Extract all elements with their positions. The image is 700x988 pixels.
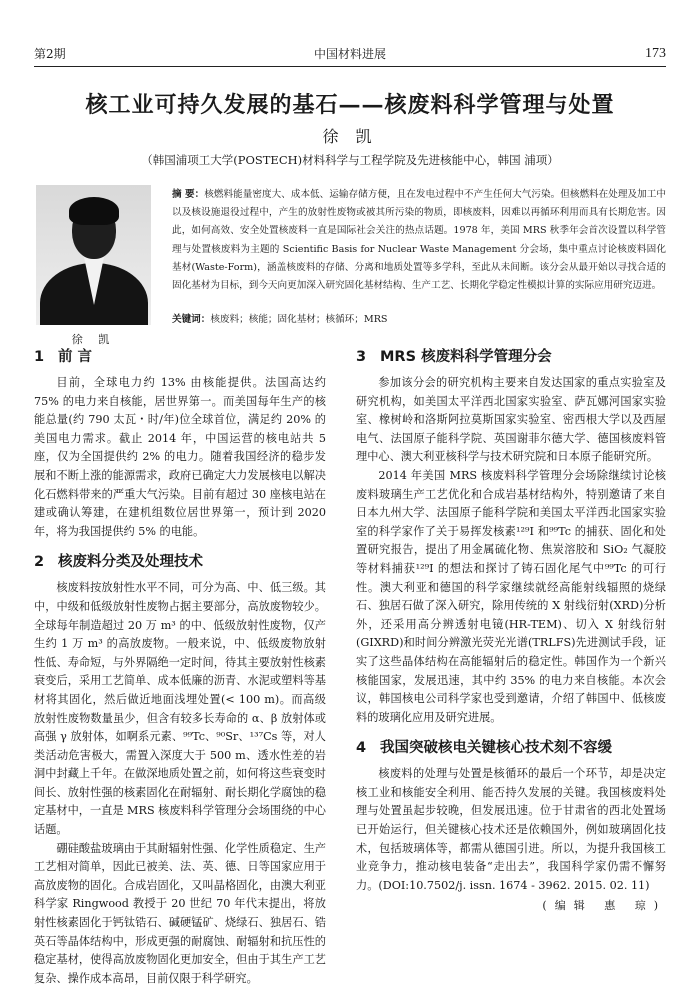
keywords-label: 关键词：	[172, 314, 211, 325]
section-number: 1	[34, 349, 45, 365]
abstract-text: 核燃料能量密度大、成本低、运输存储方便，且在发电过程中不产生任何大气污染。但核燃料在处理及加工中以及核设施退役过程中，产生的放射性废物或被其所污染的物质，即核废料，因难以再循环利用而具有长期危害。因此，如何高效、安全处置核废料一直是国际社会关注的热点话题。1978 年，美国 MRS 秋季年会首次设置以科学管理与处置核废料为主题的 Scientific Basis for Nuclear Waste Management 分会场，集中重点讨论核废料固化基材(Waste-Form)，涵盖核废料的存储、分离和地质处置等多学科，至此从未间断。该分会从最开始以寻找合适的固化基材为目标，到今天向更加深入研究固化基材结构、生产工艺、长期化学稳定性模拟计算的实际应用研究迈进。	[172, 189, 667, 292]
section-title: 我国突破核电关键核心技术刻不容缓	[380, 740, 612, 757]
editor-note: (编辑 惠 琼)	[542, 899, 666, 913]
keywords	[172, 312, 666, 328]
photo-hair	[69, 197, 119, 225]
section-3-paragraph-2: 2014 年美国 MRS 核废料科学管理分会场除继续讨论核废料玻璃生产工艺优化和合成岩基材结构外，特别邀请了来自日本九州大学、法国原子能科学院和美国太平洋西北国家实验室的科学家作了关于易挥发核素¹²⁹I 和⁹⁹Tc 的捕获、固化和处置研究报告，提出了用金属硫化物、焦炭溶胶和 SiO₂ 气凝胶等材料捕获¹²⁹I 的想法和探讨了铸石固化尾气中⁹⁹Tc 的可行性。澳大利亚和德国的科学家继续就经高能射线辐照的烧绿石、独居石做了深入研究，除用传统的 X 射线衍射(XRD)分析外，还采用高分辨透射电镜(HR-TEM)、切入 X 射线衍射(GIXRD)和时间分辨激光荧光光谱(TRLFS)先进测试手段，证实了这些晶体结构在高能辐射后的稳定性。韩国作为一个新兴核能国家，发展迅速，其中约 35% 的电力来自核能。本次会议，韩国核电公司科学家也受到邀请，介绍了韩国中、低核废料的玻璃化应用及研究进展。	[356, 468, 666, 724]
abstract-label: 摘 要：	[172, 189, 205, 200]
photo-caption: 徐 凯	[71, 333, 116, 346]
left-column	[34, 346, 326, 988]
section-heading-1	[34, 346, 326, 368]
issue-number: 第2期	[34, 47, 66, 61]
author-photo	[36, 185, 151, 325]
section-heading-2	[34, 551, 326, 573]
section-2-paragraph-2: 硼硅酸盐玻璃由于其耐辐射性强、化学性质稳定、生产工艺相对简单，因此已被美、法、英、德、日等国家应用于高放废物的固化。合成岩固化，又叫晶格固化，由澳大利亚科学家 Ringwood 教授于 20 世纪 70 年代末提出，将放射性核素固化于钙钛锆石、碱硬锰矿、烧绿石、独居石、锆英石等晶体结构中，形成更强的耐腐蚀、耐辐射和抗压性的稳定基材，使得高放废物固化更加安全，但由于其生产工艺复杂、操作成本高昂，目前仅限于科学研究。	[34, 841, 326, 985]
journal-name: 中国材料进展	[313, 47, 386, 61]
right-column	[356, 346, 666, 916]
abstract	[172, 186, 666, 295]
page-number: 173	[645, 46, 666, 61]
running-head	[34, 44, 666, 62]
section-number: 2	[34, 554, 45, 571]
section-title: 核废料分类及处理技术	[58, 554, 203, 571]
section-number: 4	[356, 740, 367, 757]
section-title: 前 言	[58, 349, 93, 365]
section-heading-4	[356, 737, 666, 759]
section-4-paragraph: 核废料的处理与处置是核循环的最后一个环节，却是决定核工业和核能安全利用、能否持久发展的关键。我国核废料处理与处置虽起步较晚，但发展迅速。位于甘肃省的西北处置场已开始运行，但关键核心技术还是依赖国外，例如玻璃固化技术，包括玻璃体等，都需从德国引进。所以，为提升我国核工业竞争力，推动核电装备“走出去”，我国科学家仍需不懈努力。(DOI:10.7502/j. issn. 1674 - 3962. 2015. 02. 11)	[356, 767, 666, 892]
header-rule	[34, 66, 666, 67]
keywords-text: 核废料；核能；固化基材；核循环；MRS	[210, 314, 388, 325]
section-heading-3	[356, 346, 666, 368]
author-name: 徐 凯	[322, 127, 378, 146]
section-title: MRS 核废料科学管理分会	[380, 349, 552, 365]
section-number: 3	[356, 349, 367, 365]
section-2-paragraph-1: 核废料按放射性水平不同，可分为高、中、低三级。其中，中级和低级放射性废物占据主要部分，高放废物较少。全球每年制造超过 20 万 m³ 的中、低级放射性废物，仅产生约 1 万 m³ 的高放废物。一般来说，中、低级废物放射性低、寿命短，与外界隔绝一定时间，待其主要放射性核素衰变后，采用工艺简单、成本低廉的沥青、水泥或塑料等基材将其固化，然后做近地面浅埋处置(< 100 m)。而高级放射性废物数量虽少，但含有较多长寿命的 α、β 放射体或高强 γ 放射体，如啊系元素、⁹⁹Tc、⁹⁰Sr、¹³⁷Cs 等，对人类活动危害极大，需置入深度大于 500 m、透水性差的岩洞中封藏上千年。在做深地质处置之前，如何将这些衰变时间长、放射性强的核素固化在耐辐射、耐长期化学腐蚀的稳定基材中，一直是 MRS 核废料科学管理分会场围绕的中心话题。	[34, 581, 326, 837]
author-affiliation: （韩国浦项工大学(POSTECH)材料科学与工程学院及先进核能中心，韩国 浦项）	[141, 153, 559, 167]
section-3-paragraph-1: 参加该分会的研究机构主要来自发达国家的重点实验室及研究机构，如美国太平洋西北国家实验室、萨瓦娜河国家实验室、橡树岭和洛斯阿拉莫斯国家实验室、密西根大学以及西屋电气、法国原子能科学院、英国谢菲尔德大学、德国核废料管理中心、澳大利亚核科学与技术研究院和日本原子能研究所。	[356, 376, 666, 464]
article-title: 核工业可持久发展的基石——核废料科学管理与处置	[85, 92, 615, 118]
section-1-paragraph: 目前，全球电力约 13% 由核能提供。法国高达约 75% 的电力来自核能，居世界第一。而美国每年生产的核能总量(约 790 太瓦・时/年)位全球首位，满足约 20% 的美国电力需求。截止 2014 年，中国运营的核电站共 5 座，仅为全国提供约 2% 的电力。随着我国经济的稳步发展和不断上涨的能源需求，政府已确定大力发展核电以解决化石燃料带来的严重大气污染。目前有超过 30 座核电站在建或确认筹建，在建机组数位居世界第一，预计到 2020 年，将为我国提供约 5% 的电能。	[34, 376, 326, 538]
